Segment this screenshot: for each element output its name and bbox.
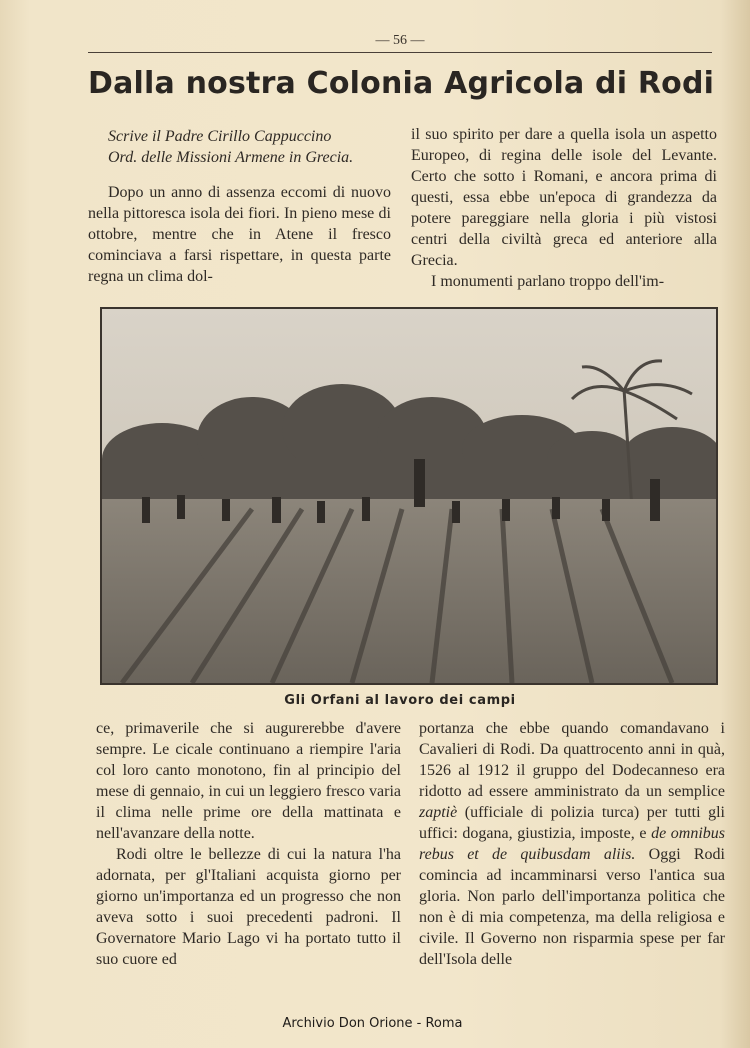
paragraph: ce, primaverile che si augurerebbe d'avere sempre. Le cicale continuano a riempire l'aria col loro canto monotono, fin al principio del mese di gennaio, in cui un leggiero fresco varia il clima nelle prime ore della mattinata e nell'avanzare della notte. — [96, 720, 401, 842]
text-run: Oggi Rodi comincia ad incamminarsi verso l'antica sua gloria. Non parlo dell'importanza politica che non è di mia competenza, ma della religiosa e civile. Il Governo non risparmia spese per far dell'Isola delle — [419, 846, 726, 968]
right-column-top — [411, 124, 717, 292]
archive-footer: Archivio Don Orione - Roma — [282, 1016, 463, 1031]
left-column-bottom — [96, 718, 401, 970]
right-column-bottom — [419, 718, 725, 970]
paragraph: Rodi oltre le bellezze di cui la natura l'ha adornata, per gl'Italiani acquista giorno per giorno un'importanza ed un progresso che non aveva sotto i suoi precedenti padroni. Il Governatore Mario Lago vi ha portato tutto il suo cuore ed — [96, 846, 401, 968]
text-run: (ufficiale di polizia turca) per tutti gli uffici: dogana, giustizia, imposte, e — [419, 804, 725, 842]
paragraph: il suo spirito per dare a quella isola un aspetto Europeo, di regina delle isole del Levante. Certo che sotto i Romani, e ancora prima di questi, essa ebbe un'epoca di grandezza da potere pareggiare nella gloria i più vistosi centri della civiltà greca ed anteriore alla Grecia. — [411, 126, 717, 269]
text-run: portanza che ebbe quando comandavano i Cavalieri di Rodi. Da quattrocento anni in quà, 1526 al 1912 il gruppo del Dodecanneso era ridotto ad essere amministrato da un semplice — [419, 720, 725, 800]
byline-line-2: Ord. delle Missioni Armene in Grecia. — [108, 149, 354, 166]
field-photograph — [100, 307, 718, 685]
paragraph — [419, 718, 725, 970]
byline — [88, 126, 391, 168]
article-title: Dalla nostra Colonia Agricola di Rodi — [88, 66, 715, 101]
paragraph: Dopo un anno di assenza eccomi di nuovo nella pittoresca isola dei fiori. In pieno mese di ottobre, mentre che in Atene il fresco cominciava a farsi rispettare, in questa parte regna un clima dol- — [88, 184, 391, 285]
paragraph: I monumenti parlano troppo dell'im- — [431, 273, 665, 290]
latin-phrase: de omnibus rebus et de quibusdam aliis. — [419, 825, 726, 863]
header-rule — [88, 52, 712, 53]
page-number: — 56 — — [375, 33, 425, 48]
photo-caption: Gli Orfani al lavoro dei campi — [284, 693, 516, 708]
byline-line-1: Scrive il Padre Cirillo Cappuccino — [108, 128, 332, 145]
photo-illustration — [102, 309, 716, 683]
italic-term: zaptiè — [419, 804, 458, 821]
left-column-top — [88, 126, 391, 287]
